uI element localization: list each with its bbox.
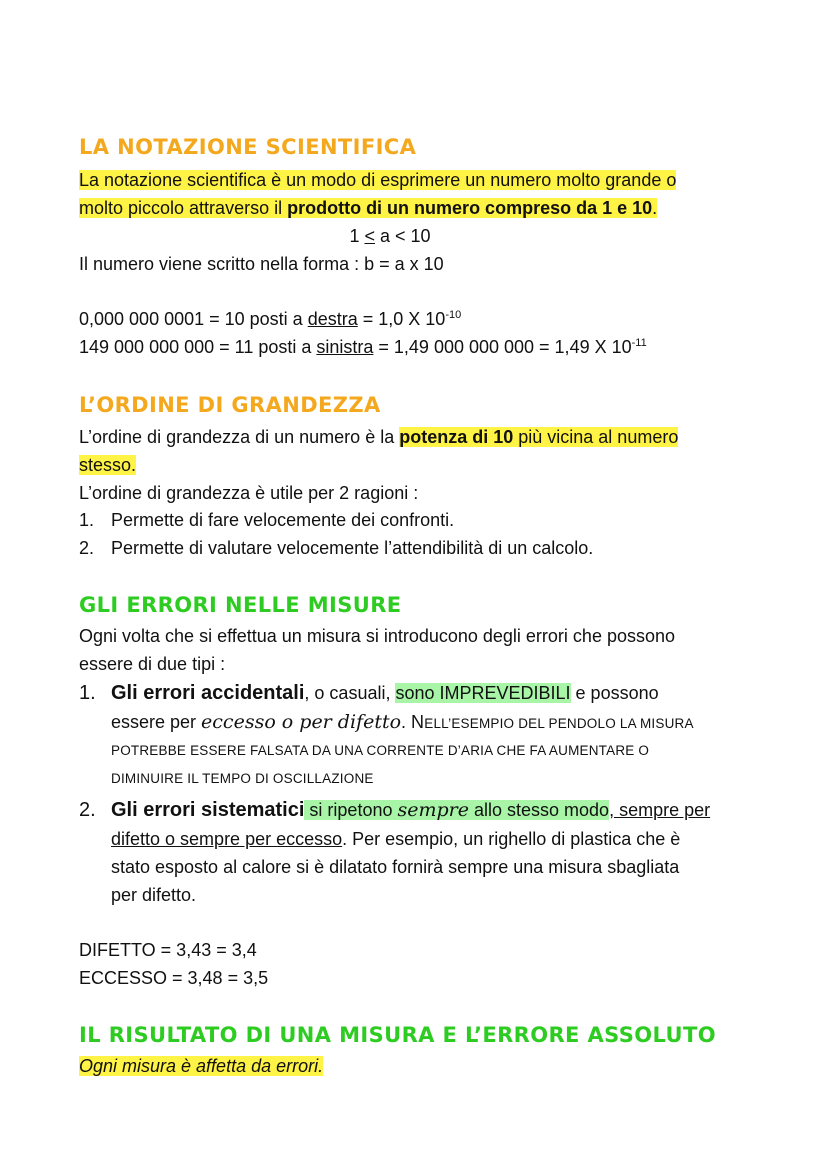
paragraph-line: [79, 194, 657, 222]
highlight-green: sono IMPREVEDIBILI: [395, 683, 571, 703]
bold-text: prodotto di un numero compreso da 1 e 10: [287, 198, 653, 218]
underlined-text: sinistra: [316, 337, 374, 357]
text: , o casuali,: [304, 683, 396, 703]
list-number: 1.: [79, 682, 96, 704]
italic-text: eccesso o per difetto: [201, 711, 402, 733]
form-line: Il numero viene scritto nella forma : b = a x 10: [79, 254, 444, 274]
text: essere per: [111, 712, 202, 732]
text: a < 10: [374, 226, 431, 246]
text: N: [411, 712, 425, 732]
text: 149 000 000 000 = 11 posti a: [79, 337, 317, 357]
paragraph-line: [79, 423, 678, 451]
highlight-yellow: stesso.: [79, 455, 137, 475]
text: 1: [349, 226, 365, 246]
text: 0,000 000 0001 = 10 posti a: [79, 309, 308, 329]
text: . Per esempio, un righello di plastica che è: [342, 829, 681, 849]
eccesso-line: ECCESSO = 3,48 = 3,5: [79, 968, 269, 988]
text: allo stesso modo: [469, 800, 610, 820]
highlight-yellow: [399, 427, 678, 447]
exponent: -11: [631, 337, 647, 349]
text: L’ordine di grandezza di un numero è la: [79, 427, 400, 447]
underlined-text: , sempre per: [609, 800, 711, 820]
list-number: 1.: [79, 510, 95, 530]
highlight-green: [304, 800, 609, 820]
list-item-continuation: [111, 708, 694, 738]
heading-errori-misure: GLI ERRORI NELLE MISURE: [79, 593, 402, 617]
bold-text: Gli errori accidentali: [111, 682, 305, 704]
text: = 1,0 X 10: [357, 309, 446, 329]
text: ELL’ESEMPIO DEL PENDOLO LA MISURA: [424, 716, 694, 731]
small-caps-line: POTREBBE ESSERE FALSATA DA UNA CORRENTE D’ARIA CHE FA AUMENTARE O: [111, 743, 650, 758]
heading-ordine-grandezza: L’ORDINE DI GRANDEZZA: [79, 393, 381, 417]
small-caps-text: [411, 712, 694, 732]
difetto-line: DIFETTO = 3,43 = 3,4: [79, 940, 257, 960]
heading-notazione-scientifica: LA NOTAZIONE SCIENTIFICA: [79, 135, 417, 159]
list-item-continuation: [111, 825, 680, 853]
list-item: [111, 679, 659, 707]
formula-range: [0, 222, 780, 250]
underlined-text: <: [364, 226, 375, 246]
underlined-text: destra: [307, 309, 358, 329]
list-item-continuation: stato esposto al calore si è dilatato fornirà sempre una misura sbagliata: [111, 857, 680, 877]
highlight-yellow: La notazione scientifica è un modo di esprimere un numero molto grande o: [79, 170, 677, 190]
text: e possono: [570, 683, 659, 703]
text: .: [652, 198, 658, 218]
paragraph-line: Ogni volta che si effettua un misura si introducono degli errori che possono: [79, 626, 676, 646]
italic-text: sempre: [397, 799, 469, 821]
example-line: [79, 305, 461, 333]
text: .: [401, 712, 412, 732]
bold-text: Gli errori sistematici: [111, 799, 305, 821]
exponent: -10: [445, 309, 462, 321]
text: più vicina al numero: [513, 427, 679, 447]
example-line: [79, 333, 647, 361]
paragraph-line: [79, 1052, 323, 1080]
list-item: [111, 796, 710, 824]
text: si ripetono: [304, 800, 398, 820]
bold-text: potenza di 10: [399, 427, 514, 447]
highlight-yellow: [79, 198, 657, 218]
list-number: 2.: [79, 799, 96, 821]
list-item: Permette di fare velocemente dei confronti.: [111, 510, 455, 530]
paragraph-line: essere di due tipi :: [79, 654, 226, 674]
text: = 1,49 000 000 000 = 1,49 X 10: [373, 337, 632, 357]
list-number: 2.: [79, 538, 95, 558]
heading-risultato-misura: IL RISULTATO DI UNA MISURA E L’ERRORE ASSOLUTO: [79, 1023, 716, 1047]
underlined-text: difetto o sempre per eccesso: [111, 829, 343, 849]
highlight-yellow: Ogni misura è affetta da errori.: [79, 1056, 324, 1076]
paragraph-line: [79, 451, 136, 479]
text: molto piccolo attraverso il: [79, 198, 288, 218]
small-caps-line: DIMINUIRE IL TEMPO DI OSCILLAZIONE: [111, 771, 374, 786]
paragraph-line: L’ordine di grandezza è utile per 2 ragioni :: [79, 483, 419, 503]
list-item: Permette di valutare velocemente l’attendibilità di un calcolo.: [111, 538, 594, 558]
paragraph-line: [79, 166, 676, 194]
list-item-continuation: per difetto.: [111, 885, 197, 905]
